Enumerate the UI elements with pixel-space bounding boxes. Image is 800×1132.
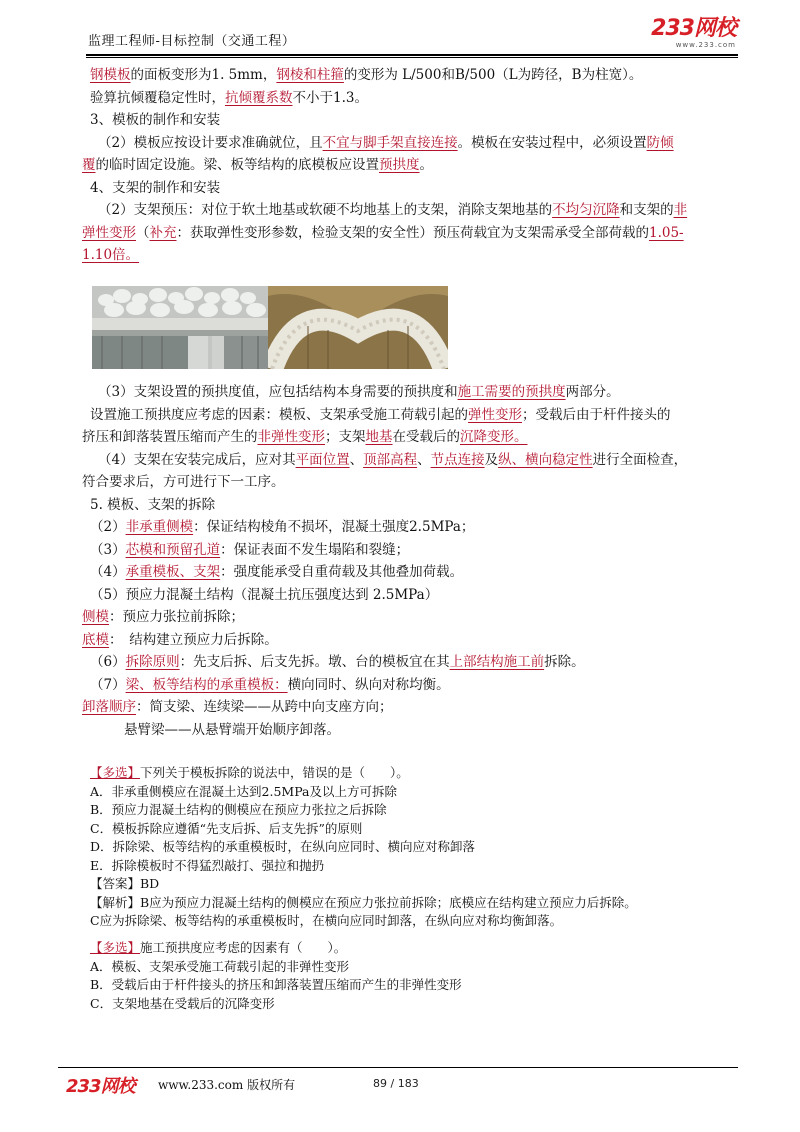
hl-anti-tilt: 防倾 xyxy=(646,134,674,151)
text: ：简支梁、连续梁——从跨中向支座方向； xyxy=(136,699,393,715)
para-overturning xyxy=(90,87,738,110)
item-side-mold xyxy=(82,606,738,629)
brand-logo-url: www.233.com xyxy=(675,41,736,49)
q1-analysis-cont: C应为拆除梁、板等结构的承重模板时，在横向应同时卸落，在纵向应对称均衡卸落。 xyxy=(90,913,563,928)
para-steel-formwork xyxy=(90,64,738,87)
hl-top-elevation: 顶部高程 xyxy=(363,451,418,468)
brand-logo-text: 233网校 xyxy=(651,16,736,41)
hl-inelastic: 非弹性变形 xyxy=(257,429,325,445)
hl-overturning-coefficient: 抗倾覆系数 xyxy=(225,89,293,106)
para-preload xyxy=(90,199,738,222)
para-inspection xyxy=(90,449,738,472)
text: （4）支架在安装完成后，应对其 xyxy=(98,451,296,468)
q2-tag: 【多选】 xyxy=(90,940,141,955)
hl-non: 非 xyxy=(673,202,688,218)
hl-steel-formwork: 钢模板 xyxy=(90,67,131,83)
hl-side: 侧模 xyxy=(82,609,109,625)
hl-construction-camber: 施工需要的预拱度 xyxy=(457,384,566,400)
text: 挤压和卸落装置压缩而产生的 xyxy=(82,429,258,445)
text: （3） xyxy=(90,541,126,558)
document-body-2 xyxy=(82,381,738,741)
hl-stability: 纵、横向稳定性 xyxy=(498,451,593,468)
item-3 xyxy=(90,539,738,562)
text: 。 xyxy=(419,157,433,173)
hl-elastic-deform: 弹性变形 xyxy=(82,224,136,241)
text: ；支架 xyxy=(325,429,366,445)
text: 、 xyxy=(417,451,431,468)
hl-settlement: 沉降变形。 xyxy=(460,429,528,445)
footer-rule xyxy=(58,1067,738,1068)
q1-option-a: A．非承重侧模应在混凝土达到2.5MPa及以上方可拆除 xyxy=(90,783,398,799)
q1-analysis: 【解析】B应为预应力混凝土结构的侧模应在预应力张拉前拆除；底模应在结构建立预应力后拆除。 xyxy=(90,894,637,910)
text: （4） xyxy=(90,564,126,580)
hl-anti-tilt-2: 覆 xyxy=(82,157,96,173)
hl-foundation: 地基 xyxy=(365,429,393,445)
section-heading-4: 4、支架的制作和安装 xyxy=(90,179,221,196)
para-preload-cont xyxy=(82,222,738,245)
header-rule-thin xyxy=(86,57,738,58)
text: 在受载后的 xyxy=(392,429,460,445)
q1-stem xyxy=(90,764,750,783)
hl-before-superstructure: 上部结构施工前 xyxy=(449,654,545,670)
q1-option-d: D．拆除梁、板等结构的承重模板时，在纵向应同时、横向应对称卸落 xyxy=(90,839,476,854)
photo-bridge-preload xyxy=(92,286,268,369)
hl-supplement: 补充 xyxy=(149,224,177,241)
text: （ xyxy=(136,224,150,241)
hl-plane-position: 平面位置 xyxy=(295,451,350,468)
text: ：获取弹性变形参数，检验支架的安全性）预压荷载宜为支架需承受全部荷载的 xyxy=(176,224,649,241)
text: 及 xyxy=(484,451,499,468)
text: 设置施工预拱度应考虑的因素：模板、支架承受施工荷载引起的 xyxy=(90,406,468,423)
para-inspection-cont: 符合要求后，方可进行下一工序。 xyxy=(82,474,285,490)
section-heading-5: 5. 模板、支架的拆除 xyxy=(90,496,216,513)
hl-no-scaffold: 不宜与脚手架直接连接 xyxy=(322,134,458,151)
item-cantilever: 悬臂梁——从悬臂端开始顺序卸落。 xyxy=(124,721,340,738)
document-body xyxy=(82,64,738,267)
header-rule xyxy=(86,54,738,56)
photo-strip xyxy=(92,286,448,369)
hl-uneven-settlement: 不均匀沉降 xyxy=(552,202,620,218)
hl-steel-ribs: 钢棱和柱箍 xyxy=(276,67,344,83)
text: （2） xyxy=(90,519,126,535)
q2-option-c: C．支架地基在受载后的沉降变形 xyxy=(90,995,275,1011)
text: 、 xyxy=(349,451,364,468)
text: ： 结构建立预应力后拆除。 xyxy=(109,631,278,648)
photo-arch-preload xyxy=(268,286,448,369)
text: ：保证表面不发生塌陷和裂缝； xyxy=(220,541,410,558)
item-bottom-mold xyxy=(82,629,738,652)
page-header-title: 监理工程师-目标控制（交通工程） xyxy=(88,34,296,49)
hl-ratio: 1.05- xyxy=(649,224,684,241)
text: 不小于1.3。 xyxy=(292,89,368,106)
page-number: 89 / 183 xyxy=(373,1077,419,1090)
text: 的面板变形为1. 5mm， xyxy=(130,67,277,83)
hl-joint-connection: 节点连接 xyxy=(430,451,485,468)
text: ；受载后由于杆件接头的 xyxy=(522,406,671,423)
text: ：强度能承受自重荷载及其他叠加荷载。 xyxy=(220,564,464,580)
hl-bottom: 底模 xyxy=(82,631,109,648)
text: 下列关于模板拆除的说法中，错误的是（ ）。 xyxy=(140,765,409,780)
text: （3）支架设置的预拱度值，应包括结构本身需要的预拱度和 xyxy=(98,384,458,400)
text: 的临时固定设施。梁、板等结构的底模板应设置 xyxy=(95,157,379,173)
footer-site[interactable]: www.233.com 版权所有 xyxy=(158,1078,296,1092)
para-formwork-install-cont xyxy=(82,154,738,177)
section-heading-3: 3、模板的制作和安装 xyxy=(90,112,221,128)
text: ：保证结构棱角不损坏，混凝土强度2.5MPa； xyxy=(193,519,475,535)
text: ：先支后拆、后支先拆。墩、台的模板宜在其 xyxy=(179,654,450,670)
question-1 xyxy=(90,764,750,931)
item-5: （5）预应力混凝土结构（混凝土抗压强度达到 2.5MPa） xyxy=(90,586,439,603)
text: 进行全面检查， xyxy=(592,451,688,468)
hl-camber: 预拱度 xyxy=(379,157,420,173)
q2-option-b: B．受载后由于杆件接头的挤压和卸落装置压缩而产生的非弹性变形 xyxy=(90,977,462,992)
text: 两部分。 xyxy=(565,384,620,400)
text: 和支架的 xyxy=(619,202,674,218)
text: 验算抗倾覆稳定性时， xyxy=(90,89,225,106)
q1-option-b: B．预应力混凝土结构的侧模应在预应力张拉之后拆除 xyxy=(90,802,387,817)
hl-side-mold: 非承重侧模 xyxy=(125,519,194,535)
para-camber-value xyxy=(90,381,738,404)
text: （6） xyxy=(90,654,126,670)
text: （2）支架预压：对位于软土地基或软硬不均地基上的支架，消除支架地基的 xyxy=(98,202,553,218)
text: 横向同时、纵向对称均衡。 xyxy=(287,676,450,693)
para-camber-factors xyxy=(90,404,738,427)
text: （7） xyxy=(90,676,126,693)
para-formwork-install xyxy=(90,132,738,155)
q2-option-a: A．模板、支架承受施工荷载引起的非弹性变形 xyxy=(90,958,350,974)
q2-stem xyxy=(90,939,750,958)
hl-unload-order: 卸落顺序 xyxy=(82,699,136,715)
footer-logo[interactable]: 233网校 xyxy=(66,1076,135,1097)
hl-bearing-mold: 承重模板、支架 xyxy=(125,564,221,580)
item-4 xyxy=(90,561,738,584)
text: 拆除。 xyxy=(544,654,585,670)
text: 。模板在安装过程中，必须设置 xyxy=(457,134,647,151)
text: 施工预拱度应考虑的因素有（ ）。 xyxy=(140,940,347,955)
item-6 xyxy=(90,651,738,674)
hl-elastic: 弹性变形 xyxy=(468,406,522,423)
q1-answer: 【答案】BD xyxy=(90,876,160,891)
text: ：预应力张拉前拆除； xyxy=(109,609,244,625)
text: 的变形为 L/500和B/500（L为跨径，B为柱宽）。 xyxy=(343,67,643,83)
q1-option-c: C．模板拆除应遵循“先支后拆、后支先拆”的原则 xyxy=(90,820,363,836)
hl-core-mold: 芯模和预留孔道 xyxy=(125,541,221,558)
q1-tag: 【多选】 xyxy=(90,765,141,780)
item-7 xyxy=(90,674,738,697)
item-2 xyxy=(90,516,738,539)
q1-option-e: E．拆除模板时不得猛烈敲打、强拉和抛扔 xyxy=(90,857,325,873)
question-2 xyxy=(90,939,750,1013)
brand-logo[interactable] xyxy=(651,18,736,49)
item-unload-order xyxy=(82,696,738,719)
hl-ratio-2: 1.10倍。 xyxy=(82,247,140,263)
hl-removal-principle: 拆除原则 xyxy=(125,654,180,670)
hl-beam-bearing: 梁、板等结构的承重模板： xyxy=(125,676,288,693)
para-camber-factors-cont xyxy=(82,426,738,449)
text: （2）模板应按设计要求准确就位，且 xyxy=(98,134,323,151)
para-preload-ratio xyxy=(82,244,738,267)
